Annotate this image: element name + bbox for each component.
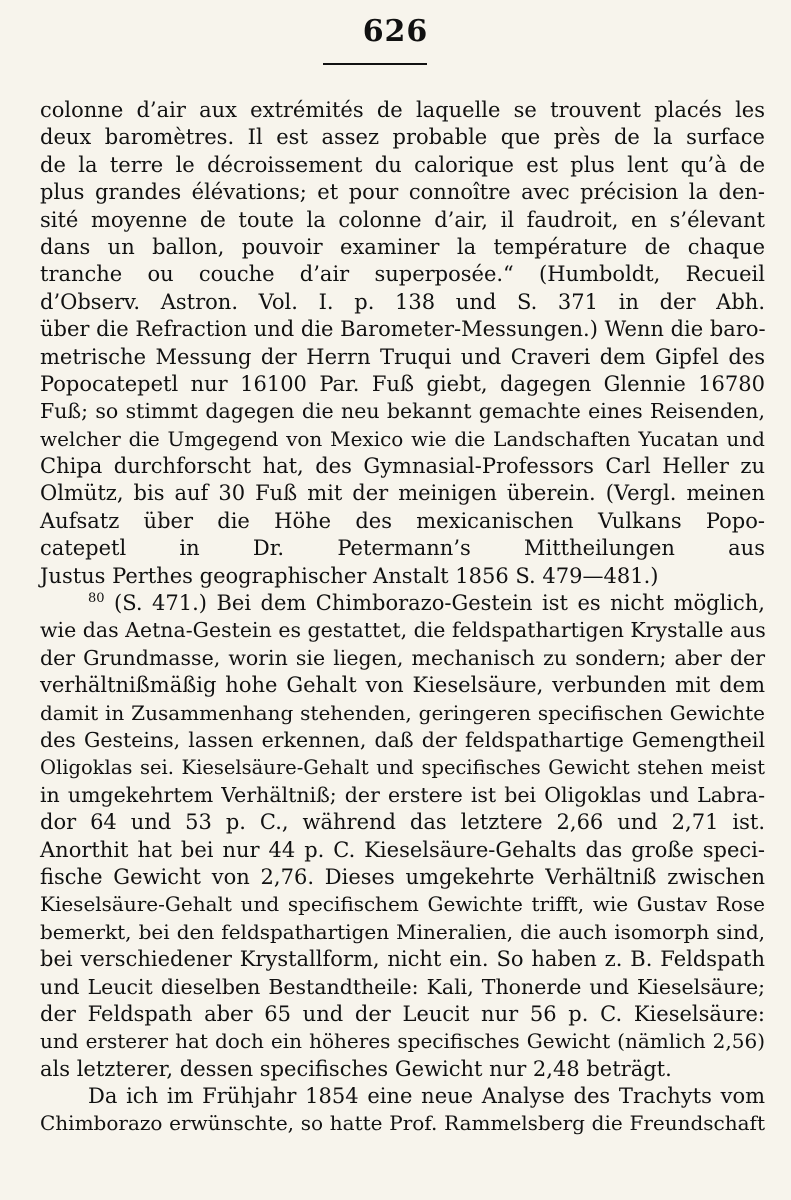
text-line: colonne d’air aux extrémités de laquelle se trouvent placés les (40, 98, 765, 122)
text-line: Anorthit hat bei nur 44 p. C. Kieselsäure-Gehalts das große speci- (40, 837, 765, 862)
footnote-number: 80 (88, 591, 105, 607)
text-line: tranche ou couche d’air superposée.“ (Humboldt, Recueil (40, 262, 765, 287)
text-line: d’Observ. Astron. Vol. I. p. 138 und S. 371 in der Abh. (40, 289, 765, 314)
paragraph-1 (40, 97, 765, 590)
text-line: Kieselsäure-Gehalt und specifischem Gewichte trifft, wie Gustav Rose (40, 892, 765, 917)
text-line: Justus Perthes geographischer Anstalt 1856 S. 479—481.) (40, 563, 659, 588)
text-line: damit in Zusammenhang stehenden, geringeren specifischen Gewichte (40, 700, 765, 725)
text-line: bemerkt, bei den feldspathartigen Mineralien, die auch isomorph sind, (40, 919, 765, 944)
text-line: wie das Aetna-Gestein es gestattet, die feldspathartigen Krystalle aus (40, 618, 766, 643)
text-line: der Feldspath aber 65 und der Leucit nur 56 p. C. Kieselsäure: (40, 1001, 765, 1026)
text-line: Chipa durchforscht hat, des Gymnasial-Professors Carl Heller zu (40, 454, 765, 479)
text-line: metrische Messung der Herrn Truqui und Craveri dem Gipfel des (40, 344, 765, 369)
text-line: Fuß; so stimmt dagegen die neu bekannt gemachte eines Reisenden, (40, 399, 765, 424)
text-line: fische Gewicht von 2,76. Dieses umgekehrte Verhältniß zwischen (40, 864, 765, 889)
text-line: de la terre le décroissement du calorique est plus lent qu’à de (40, 152, 765, 177)
text-line: und Leucit dieselben Bestandtheile: Kali, Thonerde und Kieselsäure; (40, 974, 765, 999)
text-line: catepetl in Dr. Petermann’s Mittheilungen aus (40, 536, 765, 561)
text-line: über die Refraction und die Barometer-Messungen.) Wenn die baro- (40, 317, 766, 342)
footnote-paragraph (40, 590, 765, 1083)
text-line: als letzterer, dessen specifisches Gewicht nur 2,48 beträgt. (40, 1056, 672, 1081)
text-line: des Gesteins, lassen erkennen, daß der feldspathartige Gemengtheil (40, 727, 765, 752)
footnote-first-line (40, 590, 765, 617)
text-line: (S. 471.) Bei dem Chimborazo-Gestein ist es nicht möglich, (114, 591, 765, 616)
text-line: Popocatepetl nur 16100 Par. Fuß giebt, dagegen Glennie 16780 (40, 371, 765, 396)
text-line: plus grandes élévations; et pour connoître avec précision la den- (40, 180, 765, 205)
text-line: Oligoklas sei. Kieselsäure-Gehalt und specifisches Gewicht stehen meist (40, 756, 765, 780)
text-line: dor 64 und 53 p. C., während das letztere 2,66 und 2,71 ist. (40, 810, 765, 835)
text-line: Da ich im Frühjahr 1854 eine neue Analyse des Trachyts vom (88, 1084, 765, 1109)
text-line: Chimborazo erwünschte, so hatte Prof. Rammelsberg die Freundschaft (40, 1111, 765, 1136)
text-line: deux baromètres. Il est assez probable que près de la surface (40, 125, 765, 150)
paragraph-3 (40, 1083, 765, 1138)
page-number: 626 (362, 14, 429, 49)
text-line: welcher die Umgegend von Mexico wie die Landschaften Yucatan und (40, 426, 765, 451)
text-line: Olmütz, bis auf 30 Fuß mit der meinigen überein. (Vergl. meinen (40, 481, 765, 506)
text-line: der Grundmasse, worin sie liegen, mechanisch zu sondern; aber der (40, 645, 765, 670)
text-line: in umgekehrtem Verhältniß; der erstere ist bei Oligoklas und Labra- (40, 782, 765, 807)
text-line: verhältnißmäßig hohe Gehalt von Kieselsäure, verbunden mit dem (40, 673, 765, 698)
text-line: und ersterer hat doch ein höheres specifisches Gewicht (nämlich 2,56) (40, 1029, 765, 1054)
text-line: sité moyenne de toute la colonne d’air, il faudroit, en s’élevant (40, 207, 765, 232)
header-rule (323, 63, 427, 65)
body-text (40, 97, 765, 1138)
text-line: bei verschiedener Krystallform, nicht ein. So haben z. B. Feldspath (40, 947, 765, 972)
text-line: dans un ballon, pouvoir examiner la température de chaque (40, 234, 765, 259)
text-line: Aufsatz über die Höhe des mexicanischen Vulkans Popo- (40, 508, 765, 533)
